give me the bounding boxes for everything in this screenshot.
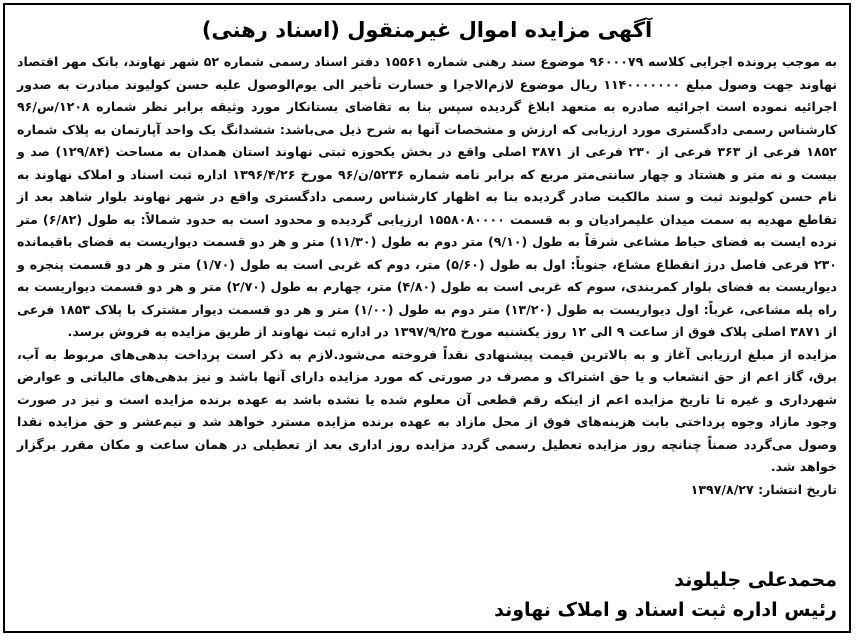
publish-date: ۱۳۹۷/۸/۲۷ (690, 481, 754, 497)
signer-title: رئیس اداره ثبت اسناد و املاک نهاوند (494, 599, 837, 621)
notice-title: آگهی مزایده اموال غیرمنقول (اسناد رهنی) (201, 18, 653, 42)
signature-block (494, 565, 837, 625)
notice-body (17, 51, 837, 501)
publish-date-label: تاریخ انتشار: (758, 481, 837, 497)
publish-date-line (17, 479, 837, 502)
signer-name: محمدعلی جلیلوند (674, 569, 837, 591)
notice-frame (3, 3, 851, 633)
notice-paragraph-1: به موجب پرونده اجرایی کلاسه ۹۶۰۰۰۷۹ موضوع سند رهنی شماره ۱۵۵۶۱ دفتر اسناد رسمی شماره ۵۲ شهر نهاوند، بانک مهر اقتصاد نهاوند جهت وصول مبلغ ۱۱۴۰۰۰۰۰۰۰ ریال موضوع لازم‌الاجرا و خسارت تأخیر الی یوم‌الوصول علیه حسن کولیوند مبادرت به صدور اجرائیه نموده است اجرائیه صادره به متعهد ابلاغ گردیده سپس بنا به تقاضای بستانکار مورد وثیقه برابر نظر شماره ۱۲۰۸/س/۹۶ کارشناس رسمی دادگستری مورد ارزیابی که ارزش و مشخصات آنها به شرح ذیل می‌باشد: ششدانگ یک واحد آپارتمان به پلاک شماره ۱۸۵۲ فرعی از ۳۶۳ فرعی از ۲۳۰ فرعی از ۳۸۷۱ اصلی واقع در بخش یکحوزه ثبتی نهاوند استان همدان به مساحت (۱۲۹/۸۴) صد و بیست و نه متر و هشتاد و چهار سانتی‌متر مربع که برابر نامه شماره ۵۲۳۶/ن/۹۶ مورخ ۱۳۹۶/۴/۲۶ اداره ثبت اسناد و املاک نهاوند به نام حسن کولیوند ثبت و سند مالکیت صادر گردیده بنا به اظهار کارشناس رسمی دادگستری واقع در شهر نهاوند بلوار شاهد بعد از تقاطع مهدیه به سمت میدان علیمرادیان و به قسمت ۱۵۵۸۰۸۰۰۰۰ ارزیابی گردیده و محدود است به حدود شمالاً: به طول (۶/۸۲) متر نرده ایست به فضای حیاط مشاعی شرقاً به طول (۹/۱۰) متر دوم به طول (۱۱/۳۰) متر و هر دو قسمت دیواریست به فضای باقیمانده ۲۳۰ فرعی فاصل درز انقطاع مشاع، جنوباً: اول به طول (۵/۶۰) متر، دوم که غربی است به طول (۱/۷۰) متر و هر دو قسمت پنجره و دیواریست به فضای بلوار کمربندی، سوم که غربی است به طول (۴/۸۰) متر، چهارم به طول (۲/۷۰) متر و هر دو قسمت دیواریست به راه پله مشاعی، غرباً: اول دیواریست به طول (۱۳/۲۰) متر دوم به طول (۱/۰۰) متر و هر دو قسمت دیوار مشترک با پلاک ۱۸۵۳ فرعی از ۳۸۷۱ اصلی پلاک فوق از ساعت ۹ الی ۱۲ روز یکشنبه مورخ ۱۳۹۷/۹/۲۵ در اداره ثبت نهاوند از طریق مزایده به فروش برسد. (17, 54, 837, 339)
notice-paragraph-2: مزایده از مبلغ ارزیابی آغاز و به بالاترین قیمت پیشنهادی نقداً فروخته می‌شود.لازم به ذکر است پرداخت بدهی‌های مربوط به آب، برق، گاز اعم از حق انشعاب و یا حق اشتراک و مصرف در صورتی که مورد مزایده دارای آنها باشد و نیز بدهی‌های مالیاتی و عوارض شهرداری و غیره تا تاریخ مزایده اعم از اینکه رقم قطعی آن معلوم شده یا نشده باشد به عهده برنده مزایده است و نیز در صورت وجود مازاد وجوه پرداختی بابت هزینه‌های فوق از محل مازاد به عهده برنده مزایده مسترد خواهد شد و نیم‌عشر و حق مزایده نقدا وصول می‌گردد ضمناً چنانچه روز مزایده تعطیل رسمی گردد مزایده روز اداری بعد از تعطیلی در همان ساعت و مکان مقرر برگزار خواهد شد. (17, 346, 837, 474)
